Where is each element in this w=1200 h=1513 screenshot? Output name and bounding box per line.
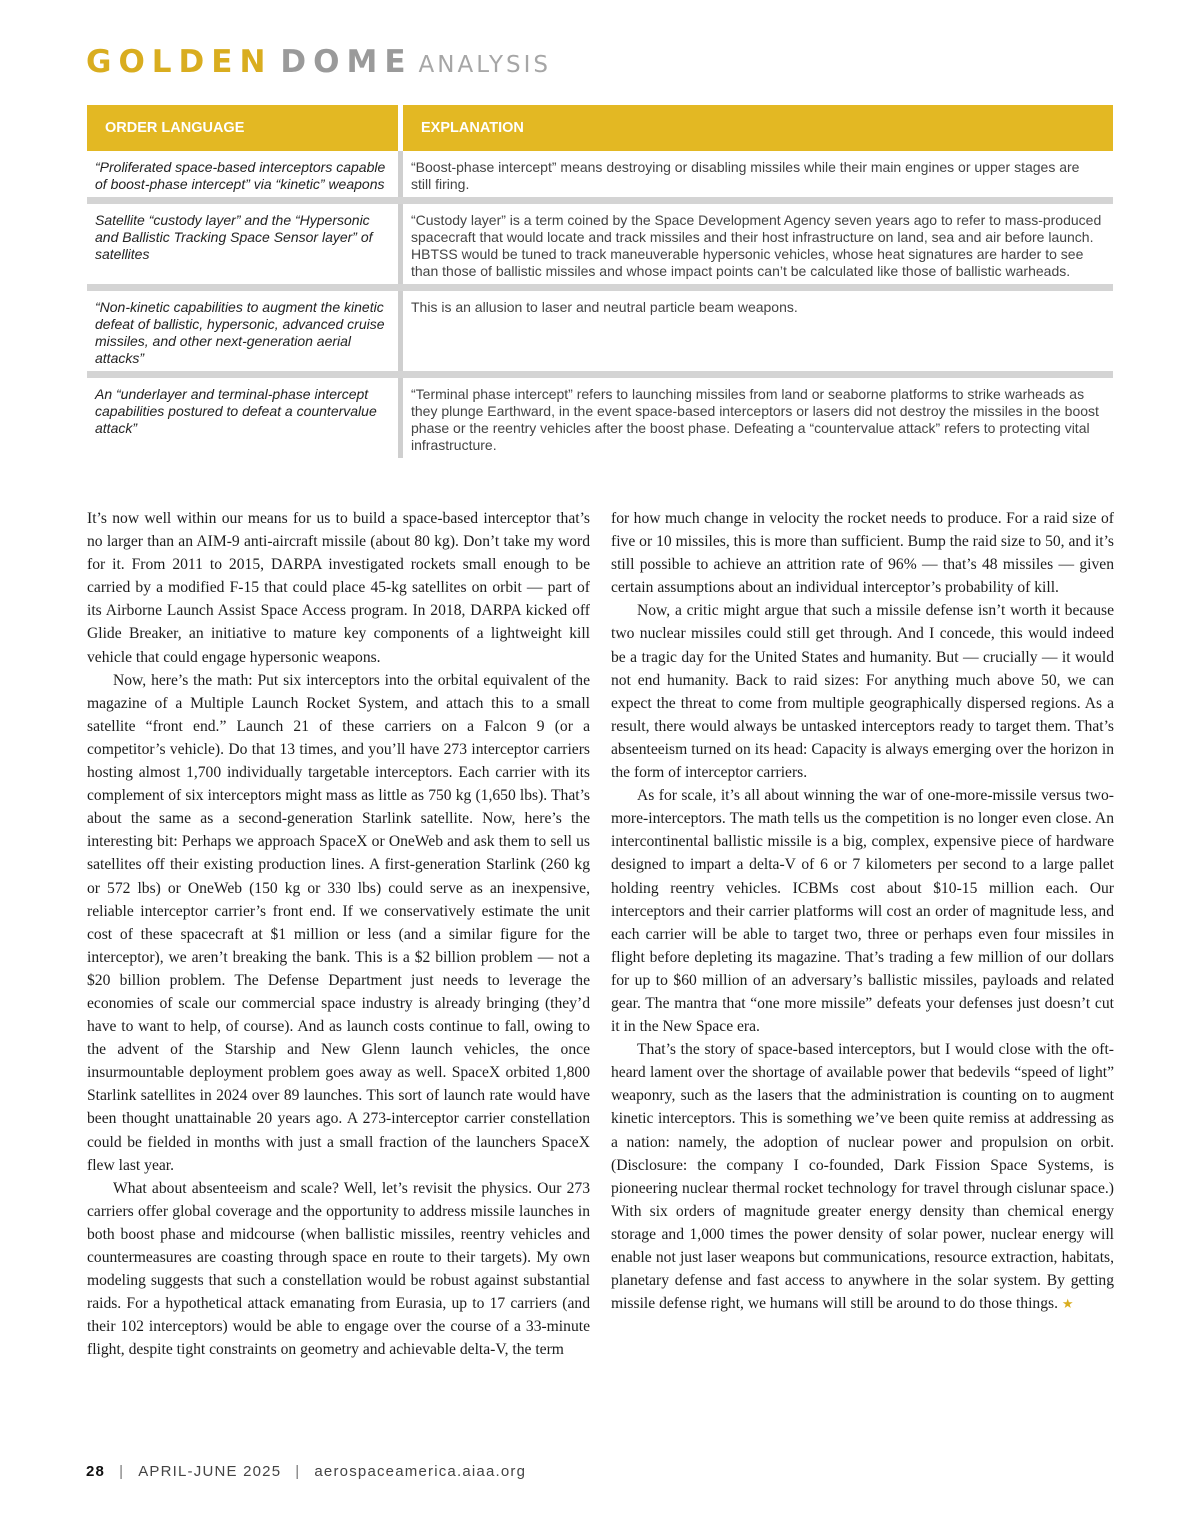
issue-date: APRIL-JUNE 2025 [138, 1463, 282, 1480]
explanation-cell: “Custody layer” is a term coined by the Space Development Agency seven years ago to refer to mass-produced spacecraft that would locate and track missiles and their host infrastructure on land, sea and air before launch. HBTSS would be tuned to track maneuverable hypersonic vehicles, whose heat signatures are harder to see than those of ballistic missiles and whose impact points can’t be calculated like those of ballistic warheads. [411, 212, 1102, 279]
header-dome: DOME [280, 44, 413, 80]
article-paragraph: for how much change in velocity the rocket needs to produce. For a raid size of five or 10 missiles, this is more than sufficient. Bump the raid size to 50, and it’s still possible to achieve an attrition rate of 96% — that’s 48 missiles — given certain assumptions about an individual interceptor’s probability of kill. [611, 510, 1114, 597]
order-language-table [87, 105, 1113, 458]
footer-divider: | [295, 1463, 301, 1480]
header-golden: GOLDEN [86, 44, 273, 80]
table-header-row [87, 105, 1113, 151]
page-header [86, 44, 551, 84]
final-paragraph-text: That’s the story of space-based interceptors, but I would close with the oft-heard lament over the shortage of available power that bedevils “speed of light” weaponry, such as the lasers that the administration is counting on to augment kinetic interceptors. This is something we’ve been quite remiss at addressing as a nation: namely, the adoption of nuclear power and propulsion on orbit. (Disclosure: the company I co-founded, Dark Fission Space Systems, is pioneering nuclear thermal rocket technology for travel through cislunar space.) With six orders of magnitude greater energy density than chemical energy storage and 1,000 times the power density of solar power, nuclear energy will enable not just laser weapons but communications, resource extraction, habitats, planetary defense and fast access to anywhere in the solar system. By getting missile defense right, we humans will still be around to do those things. [611, 1041, 1114, 1313]
article-paragraph: Now, a critic might argue that such a missile defense isn’t worth it because two nuclear missiles could still get through. And I concede, this would indeed be a tragic day for the United States and humanity. But — crucially — it would not end humanity. Back to raid sizes: For anything much above 50, we can expect the threat to come from multiple geographically dispersed regions. As a result, there would always be untasked interceptors ready to target them. That’s absenteeism turned on its head: Capacity is always emerging over the horizon in the form of interceptor carriers. [611, 602, 1114, 782]
table-row [87, 291, 1113, 371]
explanation-cell: This is an allusion to laser and neutral particle beam weapons. [411, 299, 798, 315]
order-language-header: ORDER LANGUAGE [87, 105, 398, 151]
footer-divider: | [119, 1463, 125, 1480]
article-paragraph-final [611, 1038, 1114, 1316]
star-icon: ★ [1061, 1297, 1074, 1313]
table-row [87, 151, 1113, 197]
row-divider [87, 284, 1113, 291]
page-number: 28 [86, 1463, 106, 1480]
table-row [87, 378, 1113, 458]
article-column-right [611, 507, 1114, 1316]
order-cell: An “underlayer and terminal-phase intercept capabilities postured to defeat a countervalue attack” [95, 386, 377, 436]
order-cell: “Non-kinetic capabilities to augment the kinetic defeat of ballistic, hypersonic, advanced cruise missiles, and other next-generation aerial attacks” [95, 299, 385, 366]
explanation-cell: “Boost-phase intercept” means destroying or disabling missiles while their main engines or upper stages are still firing. [411, 159, 1080, 192]
table-row [87, 204, 1113, 284]
explanation-header: EXPLANATION [403, 105, 1113, 151]
article-column-left [87, 507, 590, 1361]
order-cell: Satellite “custody layer” and the “Hypersonic and Ballistic Tracking Space Sensor layer” of satellites [95, 212, 373, 262]
order-cell: “Proliferated space-based interceptors capable of boost-phase intercept” via “kinetic” weapons [95, 159, 386, 192]
row-divider [87, 371, 1113, 378]
article-paragraph: As for scale, it’s all about winning the war of one-more-missile versus two-more-interceptors. The math tells us the competition is no longer even close. An intercontinental ballistic missile is a big, complex, expensive piece of hardware designed to impart a delta-V of 6 or 7 kilometers per second to a large pallet holding reentry vehicles. ICBMs cost about $10-15 million each. Our interceptors and their carrier platforms will cost an order of magnitude less, and each carrier will be able to target two, three or perhaps even four missiles in flight before depleting its magazine. That’s trading a few million of our dollars for up to $60 million of an adversary’s ballistic missiles, payloads and related gear. The mantra that “one more missile” defeats your defenses just doesn’t cut it in the New Space era. [611, 787, 1114, 1036]
article-paragraph: What about absenteeism and scale? Well, let’s revisit the physics. Our 273 carriers offer global coverage and the opportunity to address missile launches in both boost phase and midcourse (when ballistic missiles, reentry vehicles and countermeasures are coasting through space en route to their targets). My own modeling suggests that such a constellation would be robust against substantial raids. For a hypothetical attack emanating from Eurasia, up to 17 carriers (and their 102 interceptors) would be able to engage over the course of a 33-minute flight, despite tight constraints on geometry and achievable delta-V, the term [87, 1179, 590, 1359]
row-divider [87, 197, 1113, 204]
website-link[interactable]: aerospaceamerica.aiaa.org [314, 1463, 527, 1480]
article-paragraph: It’s now well within our means for us to build a space-based interceptor that’s no larger than an AIM-9 anti-aircraft missile (about 80 kg). Don’t take my word for it. From 2011 to 2015, DARPA investigated rockets small enough to be carried by a modified F-15 that could place 45-kg satellites on orbit — part of its Airborne Launch Assist Space Access program. In 2018, DARPA kicked off Glide Breaker, an initiative to mature key components of a lightweight kill vehicle that could engage hypersonic weapons. [87, 510, 590, 666]
explanation-cell: “Terminal phase intercept” refers to launching missiles from land or seaborne platforms to strike warheads as they plunge Earthward, in the event space-based interceptors or lasers did not destroy the missiles in the boost phase or the reentry vehicles after the boost phase. Defeating a “countervalue attack” refers to protecting vital infrastructure. [411, 386, 1099, 453]
page-footer [86, 1463, 526, 1480]
header-analysis: ANALYSIS [418, 52, 551, 78]
article-paragraph: Now, here’s the math: Put six interceptors into the orbital equivalent of the magazine of a Multiple Launch Rocket System, and attach this to a small satellite “front end.” Launch 21 of these carriers on a Falcon 9 (or a competitor’s vehicle). Do that 13 times, and you’ll have 273 interceptor carriers hosting almost 1,700 individually targetable interceptors. Each carrier with its complement of six interceptors might mass as little as 750 kg (1,650 lbs). That’s about the same as a second-generation Starlink satellite. Now, here’s the interesting bit: Perhaps we approach SpaceX or OneWeb and ask them to sell us satellites off their existing production lines. A first-generation Starlink (260 kg or 572 lbs) or OneWeb (150 kg or 330 lbs) could serve as an inexpensive, reliable interceptor carrier’s front end. If we conservatively estimate the unit cost of these spacecraft at $1 million or less (and a similar figure for the interceptor), we aren’t breaking the bank. This is a $2 billion problem — not a $20 billion problem. The Defense Department just needs to leverage the economies of scale our commercial space industry is already bringing (they’d have to want to help, of course). And as launch costs continue to fall, owing to the advent of the Starship and New Glenn launch vehicles, the once insurmountable deployment problem goes away as well. SpaceX orbited 1,800 Starlink satellites in 2024 over 89 launches. This sort of launch rate would have been thought unattainable 20 years ago. A 273-interceptor carrier constellation could be fielded in months with just a small fraction of the launchers SpaceX flew last year. [87, 671, 590, 1174]
